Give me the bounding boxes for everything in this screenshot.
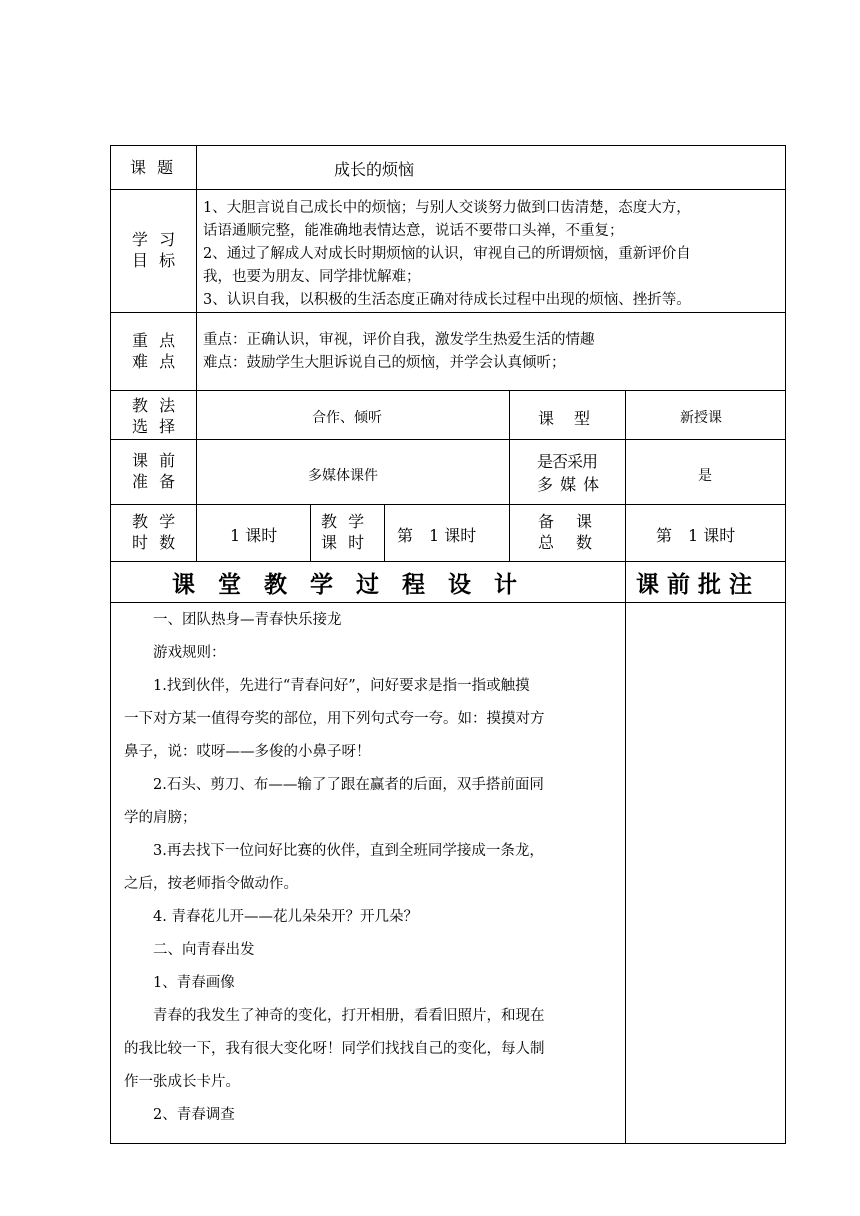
notes-column: [626, 603, 785, 1143]
goals-line: 我，也要为朋友、同学排忧解难；: [203, 269, 421, 285]
topic-value: 成长的烦恼: [334, 160, 415, 179]
row-divider: [110, 312, 786, 313]
process-header: 课 堂 教 学 过 程 设 计: [172, 571, 517, 598]
prep-label: [132, 450, 178, 492]
method-label-line: 选 择: [132, 417, 179, 436]
goals-line: 2、通过了解成人对成长时期烦恼的认识，审视自己的所谓烦恼，重新评价自: [203, 246, 691, 262]
process-line: 一、团队热身—青春快乐接龙: [153, 612, 342, 628]
key-points-text: [203, 329, 595, 375]
table-border-left: [110, 145, 111, 1144]
method-value: 合作、倾听: [312, 410, 382, 426]
row-divider: [110, 561, 786, 562]
goals-line: 话语通顺完整，能准确地表情达意，说话不要带口头禅，不重复；: [203, 223, 624, 239]
lesson-label-line: 教 学: [321, 512, 368, 531]
row-divider: [110, 390, 786, 391]
multimedia-value: 是: [698, 468, 712, 484]
row-divider: [110, 439, 786, 440]
goals-label-line: 学 习: [132, 230, 179, 249]
row-divider: [110, 504, 786, 505]
total-label: [538, 511, 595, 553]
process-line: 3.再去找下一位问好比赛的伙伴，直到全班同学接成一条龙，: [153, 843, 544, 859]
prep-label-line: 准 备: [132, 472, 179, 491]
process-line: 1、青春画像: [153, 975, 235, 991]
multimedia-label: [537, 450, 600, 496]
col-divider: [310, 504, 311, 561]
goals-line: 3、认识自我，以积极的生活态度正确对待成长过程中出现的烦恼、挫折等。: [203, 292, 691, 308]
process-line: 4. 青春花儿开——花儿朵朵开？开几朵？: [153, 909, 418, 925]
prep-value: 多媒体课件: [308, 468, 378, 484]
process-line: 之后，按老师指令做动作。: [124, 876, 298, 892]
col-divider: [196, 145, 197, 561]
notes-header: 课 前 批 注: [636, 571, 753, 598]
multimedia-label-line: 是否采用: [537, 452, 598, 471]
type-value: 新授课: [680, 410, 722, 426]
table-border-top: [110, 145, 786, 146]
total-value: 第 1 课时: [656, 526, 736, 545]
lesson-label: [321, 511, 367, 553]
prep-label-line: 课 前: [132, 451, 179, 470]
goals-label-line: 目 标: [132, 251, 179, 270]
process-line: 作一张成长卡片。: [124, 1074, 240, 1090]
method-label-line: 教 法: [132, 396, 179, 415]
method-label: [132, 395, 178, 437]
key-points-label-line: 重 点: [132, 331, 179, 350]
process-line: 的我比较一下，我有很大变化呀！同学们找找自己的变化，每人制: [124, 1041, 545, 1057]
hours-label-line: 教 学: [132, 512, 179, 531]
type-label: 课 型: [538, 409, 593, 428]
process-line: 学的肩膀；: [124, 810, 197, 826]
topic-label: 课 题: [130, 158, 177, 177]
multimedia-label-line: 多 媒 体: [537, 475, 601, 494]
process-line: 2.石头、剪刀、布——输了了跟在赢者的后面，双手搭前面同: [153, 777, 544, 793]
goals-label: [132, 229, 178, 271]
row-divider: [110, 189, 786, 190]
process-line: 游戏规则：: [153, 645, 226, 661]
goals-text: [203, 197, 691, 312]
process-line: 二、向青春出发: [153, 942, 255, 958]
total-label-line: 备 课: [538, 512, 596, 531]
process-line: 青春的我发生了神奇的变化，打开相册，看看旧照片，和现在: [153, 1008, 545, 1024]
col-divider: [509, 390, 510, 561]
process-line: 1.找到伙伴，先进行“青春问好”，问好要求是指一指或触摸: [153, 678, 530, 694]
hours-label: [132, 511, 178, 553]
process-body: [124, 604, 545, 1132]
lesson-value: 第 1 课时: [397, 526, 477, 545]
table-border-bottom: [110, 1143, 786, 1144]
lesson-label-line: 课 时: [321, 533, 368, 552]
goals-line: 1、大胆言说自己成长中的烦恼；与别人交谈努力做到口齿清楚，态度大方，: [203, 200, 691, 216]
total-label-line: 总 数: [538, 533, 596, 552]
hours-label-line: 时 数: [132, 533, 179, 552]
key-points-label-line: 难 点: [132, 352, 179, 371]
process-line: 2、青春调查: [153, 1107, 235, 1123]
col-divider: [625, 390, 626, 561]
key-points-label: [132, 330, 178, 372]
hours-value: 1 课时: [230, 526, 278, 545]
col-divider: [384, 504, 385, 561]
process-line: 鼻子，说：哎呀——多俊的小鼻子呀！: [124, 744, 371, 760]
table-border-right: [785, 145, 786, 1144]
process-line: 一下对方某一值得夸奖的部位，用下列句式夸一夸。如：摸摸对方: [124, 711, 545, 727]
key-points-line: 重点：正确认识，审视，评价自我，激发学生热爱生活的情趣: [203, 332, 595, 348]
key-points-line: 难点：鼓励学生大胆诉说自己的烦恼，并学会认真倾听；: [203, 355, 566, 371]
lesson-plan-table: [110, 145, 786, 1144]
